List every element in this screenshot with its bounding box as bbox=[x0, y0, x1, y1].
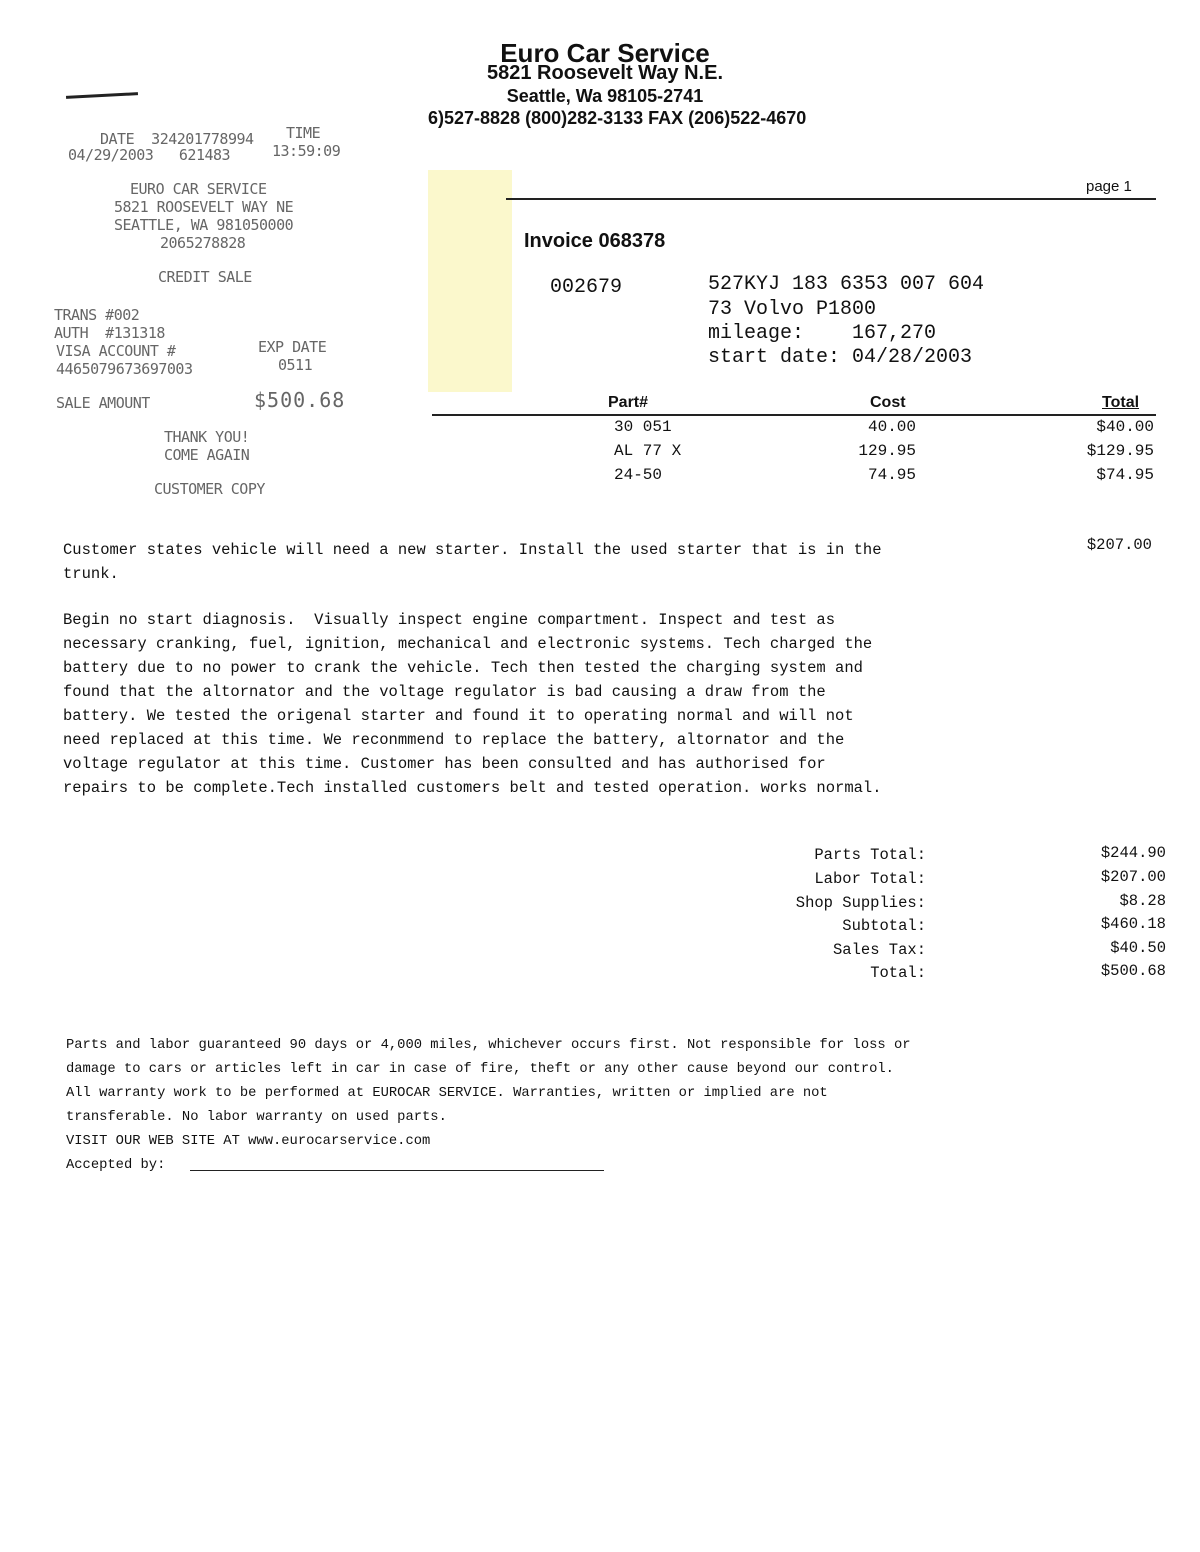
sales-tax-label: Sales Tax: bbox=[832, 941, 926, 959]
sticky-note bbox=[428, 170, 512, 392]
parts-header-part: Part# bbox=[608, 394, 649, 411]
receipt-account-number: 4465079673697003 bbox=[56, 360, 193, 378]
sales-tax-value: $40.50 bbox=[1110, 939, 1166, 957]
grand-total-label: Total: bbox=[870, 964, 926, 982]
page-number: page 1 bbox=[1086, 178, 1132, 195]
shop-address: 5821 Roosevelt Way N.E. bbox=[486, 62, 724, 84]
receipt-time-header: TIME bbox=[286, 124, 321, 142]
customer-number: 002679 bbox=[550, 276, 623, 299]
part-number: AL 77 X bbox=[614, 442, 682, 460]
receipt-date-header: DATE 324201778994 bbox=[100, 130, 254, 148]
labor-description: Customer states vehicle will need a new starter. Install the used starter that is in the trunk. bbox=[63, 541, 882, 583]
accepted-by-label: Accepted by: bbox=[66, 1158, 166, 1173]
labor-total-label: Labor Total: bbox=[814, 870, 926, 888]
signature-line bbox=[190, 1170, 604, 1171]
part-number: 30 051 bbox=[614, 418, 672, 436]
shop-name: Euro Car Service bbox=[500, 38, 710, 68]
part-cost: 129.95 bbox=[858, 442, 916, 460]
part-total: $74.95 bbox=[1096, 466, 1154, 484]
receipt-sale-amount: $500.68 bbox=[254, 388, 346, 412]
receipt-merchant-street: 5821 ROOSEVELT WAY NE bbox=[114, 198, 294, 216]
receipt-date: 04/29/2003 621483 bbox=[68, 146, 231, 164]
parts-total-value: $244.90 bbox=[1100, 844, 1166, 862]
labor-detail: Begin no start diagnosis. Visually inspect engine compartment. Inspect and test as necessary cranking, fuel, ignition, mechanical and electronic systems. Tech charged the battery due to no power to crank the vehicle. Tech then tested the charging system and found that the altornator and the voltage regulator is bad causing a draw from the battery. We tested the origenal starter and found it to operating normal and will not need replaced at this time. We reconmmend to replace the battery, altornator and the voltage regulator at this time. Customer has been consulted and has authorised for repairs to be complete.Tech installed customers belt and tested operation. works normal. bbox=[63, 611, 882, 797]
shop-phones: 6)527-8828 (800)282-3133 FAX (206)522-4670 bbox=[428, 108, 807, 128]
parts-header-total: Total bbox=[1102, 394, 1140, 411]
shop-city: Seattle, Wa 98105-2741 bbox=[506, 86, 704, 106]
pen-mark bbox=[66, 92, 138, 99]
labor-total-value: $207.00 bbox=[1100, 868, 1166, 886]
subtotal-label: Subtotal: bbox=[842, 917, 926, 935]
part-number: 24-50 bbox=[614, 466, 663, 484]
parts-total-label: Parts Total: bbox=[814, 846, 926, 864]
vehicle-mileage: mileage: 167,270 bbox=[708, 322, 937, 345]
subtotal-value: $460.18 bbox=[1100, 915, 1166, 933]
receipt-thanks: THANK YOU! bbox=[164, 428, 250, 446]
vehicle-plate-vin: 527KYJ 183 6353 007 604 bbox=[708, 273, 985, 296]
receipt-copy-label: CUSTOMER COPY bbox=[154, 480, 265, 498]
header-rule bbox=[506, 198, 1156, 200]
vehicle-model: 73 Volvo P1800 bbox=[708, 298, 877, 321]
grand-total-value: $500.68 bbox=[1100, 962, 1166, 980]
part-total: $129.95 bbox=[1086, 442, 1154, 460]
invoice-title: Invoice 068378 bbox=[524, 230, 666, 252]
parts-header-cost: Cost bbox=[870, 394, 906, 411]
receipt-exp-label: EXP DATE bbox=[258, 338, 327, 356]
receipt-time: 13:59:09 bbox=[272, 142, 341, 160]
part-total: $40.00 bbox=[1096, 418, 1154, 436]
receipt-sale-label: SALE AMOUNT bbox=[56, 394, 150, 412]
receipt-exp-date: 0511 bbox=[278, 356, 313, 374]
labor-amount: $207.00 bbox=[1086, 536, 1152, 554]
parts-rule bbox=[432, 414, 1156, 416]
warranty-terms: Parts and labor guaranteed 90 days or 4,000 miles, whichever occurs first. Not responsible for loss or damage to cars or articles left in car in case of fire, theft or any other cause beyond our control. All warranty work to be performed at EUROCAR SERVICE. Warranties, written or implied are not transferable. No labor warranty on used parts. VISIT OUR WEB SITE AT www.eurocarservice.com bbox=[66, 1038, 911, 1149]
receipt-merchant-phone: 2065278828 bbox=[160, 234, 246, 252]
receipt-merchant-name: EURO CAR SERVICE bbox=[130, 180, 267, 198]
part-cost: 40.00 bbox=[867, 418, 916, 436]
receipt-come-again: COME AGAIN bbox=[164, 446, 250, 464]
receipt-account-label: VISA ACCOUNT # bbox=[56, 342, 176, 360]
receipt-trans: TRANS #002 bbox=[54, 306, 140, 324]
receipt-auth: AUTH #131318 bbox=[54, 324, 165, 342]
shop-supplies-label: Shop Supplies: bbox=[795, 894, 926, 912]
receipt-merchant-city: SEATTLE, WA 981050000 bbox=[114, 216, 294, 234]
receipt-sale-type: CREDIT SALE bbox=[158, 268, 252, 286]
start-date: start date: 04/28/2003 bbox=[708, 346, 973, 369]
part-cost: 74.95 bbox=[867, 466, 916, 484]
shop-supplies-value: $8.28 bbox=[1119, 892, 1166, 910]
